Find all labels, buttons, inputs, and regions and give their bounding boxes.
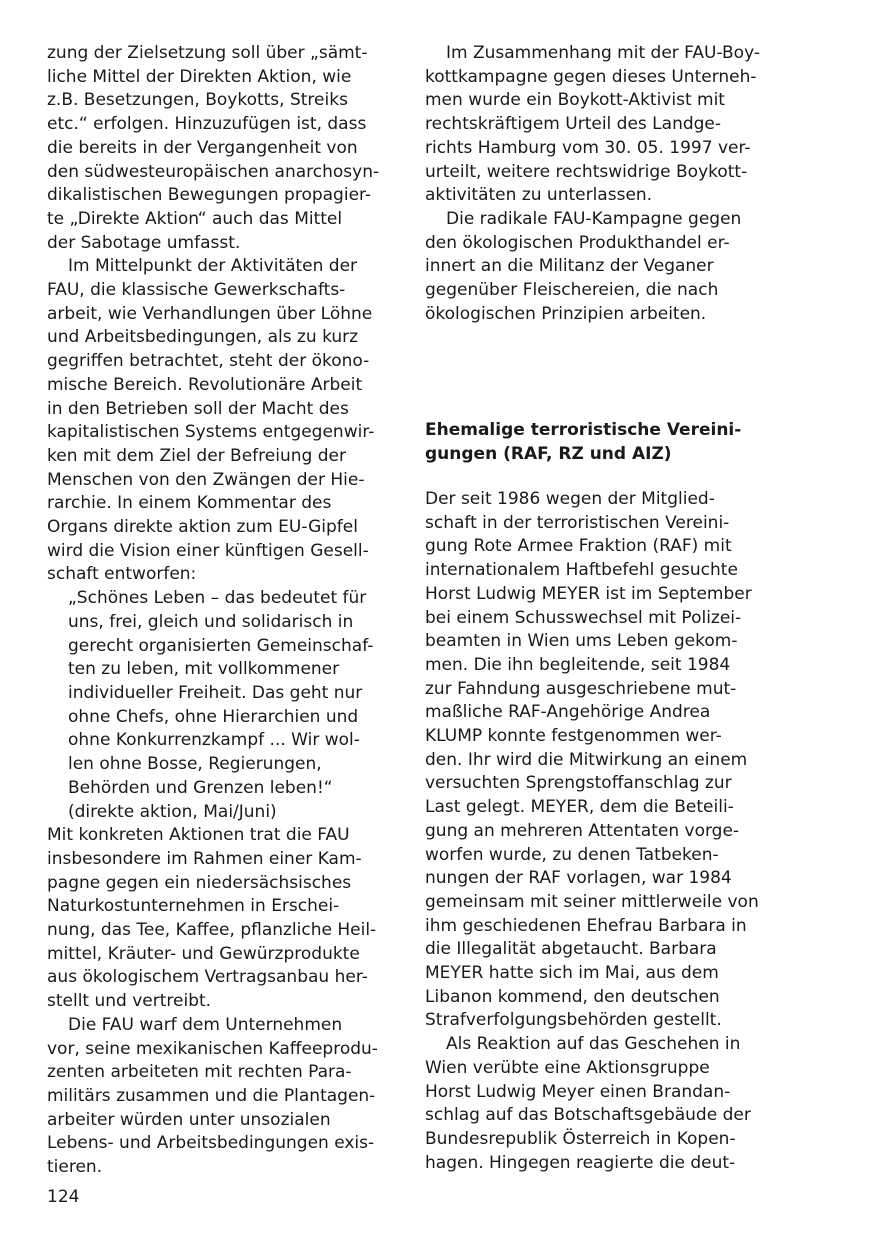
text-line: zenten arbeiteten mit rechten Para- xyxy=(47,1062,352,1083)
quote-line: Behörden und Grenzen leben!“ xyxy=(68,777,333,798)
text-line: tieren. xyxy=(47,1157,103,1178)
text-line: MEYER hatte sich im Mai, aus dem xyxy=(425,963,719,984)
text-line: und Arbeitsbedingungen, als zu kurz xyxy=(47,327,359,348)
text-line: ken mit dem Ziel der Befreiung der xyxy=(47,445,346,466)
text-line: die bereits in der Vergangenheit von xyxy=(47,137,358,158)
text-line: Lebens- und Arbeitsbedingungen exis- xyxy=(47,1133,375,1154)
text-line: schlag auf das Botschaftsgebäude der xyxy=(425,1105,751,1126)
text-line: der Sabotage umfasst. xyxy=(47,232,241,253)
text-line: Organs direkte aktion zum EU-Gipfel xyxy=(47,517,358,538)
text-line: gegenüber Fleischereien, die nach xyxy=(425,280,719,301)
text-line: worfen wurde, zu denen Tatbeken- xyxy=(425,844,719,865)
text-line: pagne gegen ein niedersächsisches xyxy=(47,872,352,893)
text-line: gegriffen betrachtet, steht der ökono- xyxy=(47,351,370,372)
text-line: te „Direkte Aktion“ auch das Mittel xyxy=(47,208,343,229)
text-line: aktivitäten zu unterlassen. xyxy=(425,185,653,206)
quote-line: individueller Freiheit. Das geht nur xyxy=(68,682,363,703)
text-line: nung, das Tee, Kaffee, pflanzliche Heil- xyxy=(47,920,377,941)
paragraph-start-line: Die FAU warf dem Unternehmen xyxy=(68,1014,343,1035)
text-line: zung der Zielsetzung soll über „sämt- xyxy=(47,43,368,63)
text-line: vor, seine mexikanischen Kaffeeprodu- xyxy=(47,1038,378,1059)
text-line: z.B. Besetzungen, Boykotts, Streiks xyxy=(47,90,348,111)
paragraph-start-line: Die radikale FAU-Kampagne gegen xyxy=(446,208,742,229)
text-line: ökologischen Prinzipien arbeiten. xyxy=(425,303,707,324)
text-line: men wurde ein Boykott-Aktivist mit xyxy=(425,90,725,111)
text-line: zur Fahndung ausgeschriebene mut- xyxy=(425,678,737,699)
text-line: Wien verübte eine Aktionsgruppe xyxy=(425,1057,710,1078)
quote-line: ten zu leben, mit vollkommener xyxy=(68,659,340,680)
text-line: kapitalistischen Systems entgegenwir- xyxy=(47,422,375,443)
section-heading-line: gungen (RAF, RZ und AIZ) xyxy=(425,444,672,464)
text-line: die Illegalität abgetaucht. Barbara xyxy=(425,939,717,960)
quote-source-line: (direkte aktion, Mai/Juni) xyxy=(68,801,277,822)
text-line: Der seit 1986 wegen der Mitglied- xyxy=(425,489,715,509)
paragraph-start-line: Im Zusammenhang mit der FAU-Boy- xyxy=(446,43,760,63)
quote-line: „Schönes Leben – das bedeutet für xyxy=(68,588,367,609)
text-line: Strafverfolgungsbehörden gestellt. xyxy=(425,1010,722,1031)
text-line: hagen. Hingegen reagierte die deut- xyxy=(425,1152,736,1173)
text-line: mische Bereich. Revolutionäre Arbeit xyxy=(47,374,363,395)
text-line: richts Hamburg vom 30. 05. 1997 ver- xyxy=(425,137,751,158)
quote-line: len ohne Bosse, Regierungen, xyxy=(68,754,322,775)
section-heading xyxy=(425,418,770,466)
text-line: den südwesteuropäischen anarchosyn- xyxy=(47,161,380,182)
paragraph-start-line: Als Reaktion auf das Geschehen in xyxy=(446,1034,741,1055)
text-line: schaft entworfen: xyxy=(47,564,197,585)
text-line: den ökologischen Produkthandel er- xyxy=(425,232,730,253)
text-line: stellt und vertreibt. xyxy=(47,991,212,1012)
text-line: wird die Vision einer künftigen Gesell- xyxy=(47,540,369,561)
text-line: ihm geschiedenen Ehefrau Barbara in xyxy=(425,915,747,936)
left-column xyxy=(47,42,392,1180)
text-line: gung Rote Armee Fraktion (RAF) mit xyxy=(425,536,732,557)
text-line: etc.“ erfolgen. Hinzuzufügen ist, dass xyxy=(47,114,367,135)
text-line: Horst Ludwig Meyer einen Brandan- xyxy=(425,1081,731,1102)
text-line: Last gelegt. MEYER, dem die Beteili- xyxy=(425,797,734,818)
text-line: innert an die Militanz der Veganer xyxy=(425,256,714,277)
text-line: gung an mehreren Attentaten vorge- xyxy=(425,820,740,841)
text-line: insbesondere im Rahmen einer Kam- xyxy=(47,848,362,869)
text-line: Menschen von den Zwängen der Hie- xyxy=(47,469,365,490)
text-line: Horst Ludwig MEYER ist im September xyxy=(425,583,752,604)
text-line: gemeinsam mit seiner mittlerweile von xyxy=(425,891,759,912)
text-line: FAU, die klassische Gewerkschafts- xyxy=(47,280,346,301)
text-line: Mit konkreten Aktionen trat die FAU xyxy=(47,825,350,846)
text-line: rarchie. In einem Kommentar des xyxy=(47,493,332,514)
quote-line: ohne Chefs, ohne Hierarchien und xyxy=(68,706,359,727)
section-heading-line: Ehemalige terroristische Vereini- xyxy=(425,420,742,440)
text-line: aus ökologischem Vertragsanbau her- xyxy=(47,967,368,988)
text-line: KLUMP konnte festgenommen wer- xyxy=(425,726,722,747)
right-column-bottom xyxy=(425,488,770,1175)
text-line: arbeit, wie Verhandlungen über Löhne xyxy=(47,303,373,324)
right-column-top xyxy=(425,42,770,326)
text-line: in den Betrieben soll der Macht des xyxy=(47,398,349,419)
text-line: Bundesrepublik Österreich in Kopen- xyxy=(425,1128,736,1149)
text-line: bei einem Schusswechsel mit Polizei- xyxy=(425,607,742,628)
text-line: arbeiter würden unter unsozialen xyxy=(47,1109,331,1130)
text-line: mittel, Kräuter- und Gewürzprodukte xyxy=(47,943,360,964)
text-line: Naturkostunternehmen in Erschei- xyxy=(47,896,340,917)
text-line: den. Ihr wird die Mitwirkung an einem xyxy=(425,749,748,770)
text-line: maßliche RAF-Angehörige Andrea xyxy=(425,702,711,723)
text-line: militärs zusammen und die Plantagen- xyxy=(47,1085,376,1106)
text-line: nungen der RAF vorlagen, war 1984 xyxy=(425,868,732,889)
text-line: kottkampagne gegen dieses Unterneh- xyxy=(425,66,757,87)
quote-line: uns, frei, gleich und solidarisch in xyxy=(68,611,354,632)
text-line: internationalem Haftbefehl gesuchte xyxy=(425,560,738,581)
text-line: men. Die ihn begleitende, seit 1984 xyxy=(425,654,731,675)
text-line: rechtskräftigem Urteil des Landge- xyxy=(425,114,722,135)
text-line: schaft in der terroristischen Vereini- xyxy=(425,512,730,533)
quote-line: ohne Konkurrenzkampf ... Wir wol- xyxy=(68,730,360,751)
text-line: Libanon kommend, den deutschen xyxy=(425,986,720,1007)
page-number: 124 xyxy=(47,1187,80,1207)
paragraph-start-line: Im Mittelpunkt der Aktivitäten der xyxy=(68,256,358,277)
quote-line: gerecht organisierten Gemeinschaf- xyxy=(68,635,374,656)
text-line: urteilt, weitere rechtswidrige Boykott- xyxy=(425,161,748,182)
text-line: liche Mittel der Direkten Aktion, wie xyxy=(47,66,352,87)
text-line: dikalistischen Bewegungen propagier- xyxy=(47,185,372,206)
text-line: beamten in Wien ums Leben gekom- xyxy=(425,631,738,652)
text-line: versuchten Sprengstoffanschlag zur xyxy=(425,773,732,794)
